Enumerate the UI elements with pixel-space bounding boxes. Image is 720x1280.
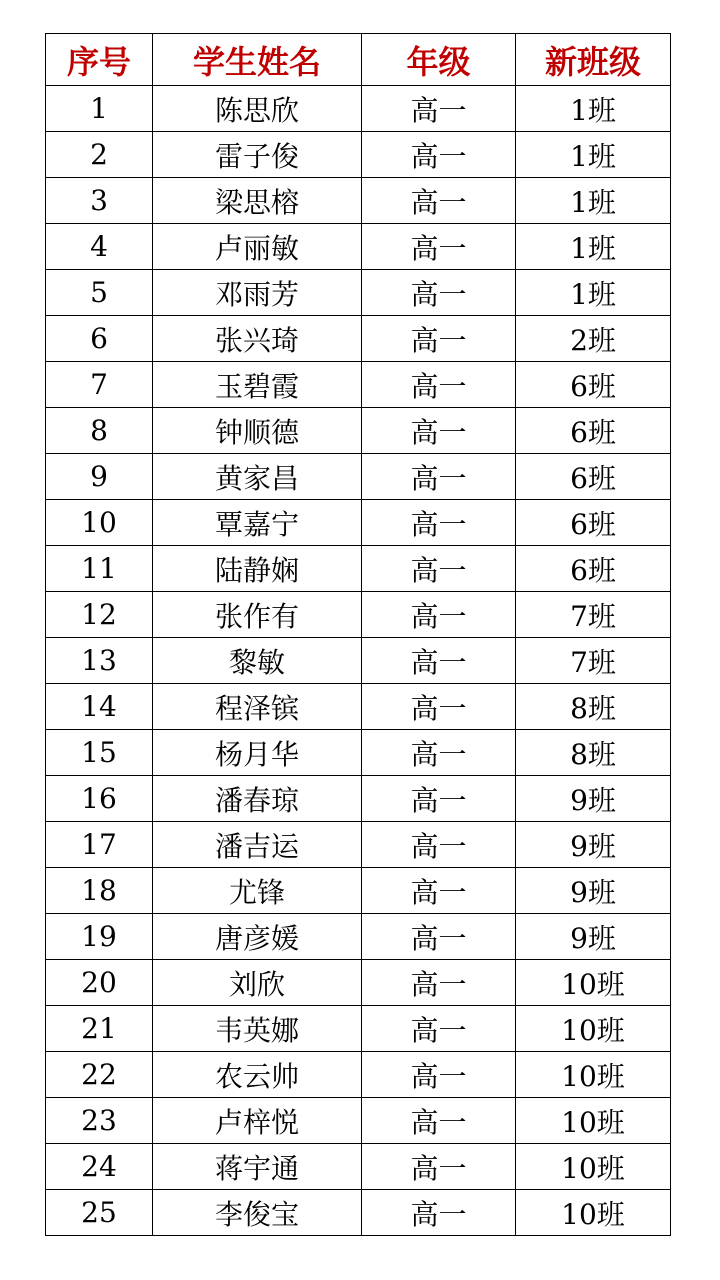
cell-new-class: 1班 — [516, 86, 671, 132]
cell-student-name: 唐彦媛 — [153, 914, 362, 960]
cell-serial-number: 19 — [46, 914, 153, 960]
cell-grade: 高一 — [362, 546, 516, 592]
cell-grade: 高一 — [362, 1006, 516, 1052]
cell-new-class: 10班 — [516, 1144, 671, 1190]
cell-serial-number: 13 — [46, 638, 153, 684]
cell-new-class: 6班 — [516, 546, 671, 592]
cell-new-class: 9班 — [516, 868, 671, 914]
header-row — [46, 34, 671, 86]
cell-serial-number: 21 — [46, 1006, 153, 1052]
cell-new-class: 6班 — [516, 408, 671, 454]
cell-serial-number: 9 — [46, 454, 153, 500]
cell-student-name: 蒋宇通 — [153, 1144, 362, 1190]
cell-student-name: 程泽镔 — [153, 684, 362, 730]
cell-new-class: 6班 — [516, 500, 671, 546]
cell-grade: 高一 — [362, 1144, 516, 1190]
table-row — [46, 178, 671, 224]
cell-serial-number: 10 — [46, 500, 153, 546]
cell-grade: 高一 — [362, 132, 516, 178]
table-row — [46, 316, 671, 362]
cell-new-class: 7班 — [516, 592, 671, 638]
cell-grade: 高一 — [362, 684, 516, 730]
table-row — [46, 86, 671, 132]
cell-grade: 高一 — [362, 730, 516, 776]
cell-new-class: 9班 — [516, 914, 671, 960]
cell-grade: 高一 — [362, 914, 516, 960]
cell-student-name: 张作有 — [153, 592, 362, 638]
cell-serial-number: 18 — [46, 868, 153, 914]
cell-serial-number: 1 — [46, 86, 153, 132]
cell-student-name: 邓雨芳 — [153, 270, 362, 316]
header-new-class: 新班级 — [516, 34, 671, 86]
cell-new-class: 6班 — [516, 454, 671, 500]
cell-serial-number: 12 — [46, 592, 153, 638]
cell-new-class: 10班 — [516, 960, 671, 1006]
table-row — [46, 362, 671, 408]
cell-grade: 高一 — [362, 500, 516, 546]
table-row — [46, 546, 671, 592]
table-row — [46, 914, 671, 960]
cell-grade: 高一 — [362, 316, 516, 362]
header-student-name: 学生姓名 — [153, 34, 362, 86]
cell-grade: 高一 — [362, 822, 516, 868]
cell-serial-number: 23 — [46, 1098, 153, 1144]
cell-grade: 高一 — [362, 960, 516, 1006]
cell-student-name: 潘春琼 — [153, 776, 362, 822]
cell-student-name: 张兴琦 — [153, 316, 362, 362]
table-row — [46, 270, 671, 316]
table-row — [46, 224, 671, 270]
cell-grade: 高一 — [362, 638, 516, 684]
cell-serial-number: 24 — [46, 1144, 153, 1190]
cell-new-class: 10班 — [516, 1098, 671, 1144]
cell-serial-number: 5 — [46, 270, 153, 316]
cell-new-class: 9班 — [516, 822, 671, 868]
cell-student-name: 黄家昌 — [153, 454, 362, 500]
table-row — [46, 960, 671, 1006]
header-serial-number: 序号 — [46, 34, 153, 86]
table-row — [46, 822, 671, 868]
cell-student-name: 韦英娜 — [153, 1006, 362, 1052]
cell-serial-number: 8 — [46, 408, 153, 454]
table-row — [46, 730, 671, 776]
table-row — [46, 868, 671, 914]
cell-new-class: 1班 — [516, 178, 671, 224]
cell-new-class: 9班 — [516, 776, 671, 822]
cell-serial-number: 4 — [46, 224, 153, 270]
cell-new-class: 10班 — [516, 1190, 671, 1236]
cell-serial-number: 20 — [46, 960, 153, 1006]
cell-student-name: 农云帅 — [153, 1052, 362, 1098]
cell-serial-number: 2 — [46, 132, 153, 178]
cell-new-class: 1班 — [516, 132, 671, 178]
cell-student-name: 陈思欣 — [153, 86, 362, 132]
cell-new-class: 1班 — [516, 224, 671, 270]
table-row — [46, 1006, 671, 1052]
table-row — [46, 776, 671, 822]
cell-grade: 高一 — [362, 868, 516, 914]
cell-new-class: 8班 — [516, 684, 671, 730]
student-class-table — [45, 33, 671, 1236]
table-row — [46, 408, 671, 454]
table-body — [46, 86, 671, 1236]
cell-new-class: 1班 — [516, 270, 671, 316]
cell-student-name: 雷子俊 — [153, 132, 362, 178]
table-row — [46, 1098, 671, 1144]
cell-grade: 高一 — [362, 86, 516, 132]
cell-serial-number: 14 — [46, 684, 153, 730]
cell-serial-number: 16 — [46, 776, 153, 822]
cell-serial-number: 6 — [46, 316, 153, 362]
cell-grade: 高一 — [362, 178, 516, 224]
cell-new-class: 10班 — [516, 1006, 671, 1052]
cell-new-class: 7班 — [516, 638, 671, 684]
cell-serial-number: 7 — [46, 362, 153, 408]
table-row — [46, 132, 671, 178]
cell-new-class: 10班 — [516, 1052, 671, 1098]
cell-student-name: 潘吉运 — [153, 822, 362, 868]
cell-grade: 高一 — [362, 1190, 516, 1236]
cell-new-class: 6班 — [516, 362, 671, 408]
cell-student-name: 梁思榕 — [153, 178, 362, 224]
cell-new-class: 8班 — [516, 730, 671, 776]
cell-student-name: 卢梓悦 — [153, 1098, 362, 1144]
table-row — [46, 592, 671, 638]
header-grade: 年级 — [362, 34, 516, 86]
cell-serial-number: 11 — [46, 546, 153, 592]
cell-grade: 高一 — [362, 776, 516, 822]
cell-serial-number: 25 — [46, 1190, 153, 1236]
table-row — [46, 454, 671, 500]
table-row — [46, 684, 671, 730]
cell-student-name: 杨月华 — [153, 730, 362, 776]
cell-grade: 高一 — [362, 454, 516, 500]
cell-grade: 高一 — [362, 1052, 516, 1098]
cell-grade: 高一 — [362, 592, 516, 638]
cell-student-name: 李俊宝 — [153, 1190, 362, 1236]
cell-grade: 高一 — [362, 408, 516, 454]
cell-serial-number: 17 — [46, 822, 153, 868]
cell-serial-number: 15 — [46, 730, 153, 776]
cell-student-name: 卢丽敏 — [153, 224, 362, 270]
table-row — [46, 1190, 671, 1236]
cell-student-name: 玉碧霞 — [153, 362, 362, 408]
cell-student-name: 黎敏 — [153, 638, 362, 684]
table-row — [46, 638, 671, 684]
table-row — [46, 500, 671, 546]
cell-student-name: 陆静娴 — [153, 546, 362, 592]
cell-student-name: 覃嘉宁 — [153, 500, 362, 546]
table-row — [46, 1052, 671, 1098]
cell-student-name: 尤锋 — [153, 868, 362, 914]
cell-serial-number: 22 — [46, 1052, 153, 1098]
table-row — [46, 1144, 671, 1190]
cell-serial-number: 3 — [46, 178, 153, 224]
cell-grade: 高一 — [362, 224, 516, 270]
cell-grade: 高一 — [362, 270, 516, 316]
cell-new-class: 2班 — [516, 316, 671, 362]
table-header — [46, 34, 671, 86]
cell-grade: 高一 — [362, 1098, 516, 1144]
cell-student-name: 钟顺德 — [153, 408, 362, 454]
cell-student-name: 刘欣 — [153, 960, 362, 1006]
cell-grade: 高一 — [362, 362, 516, 408]
